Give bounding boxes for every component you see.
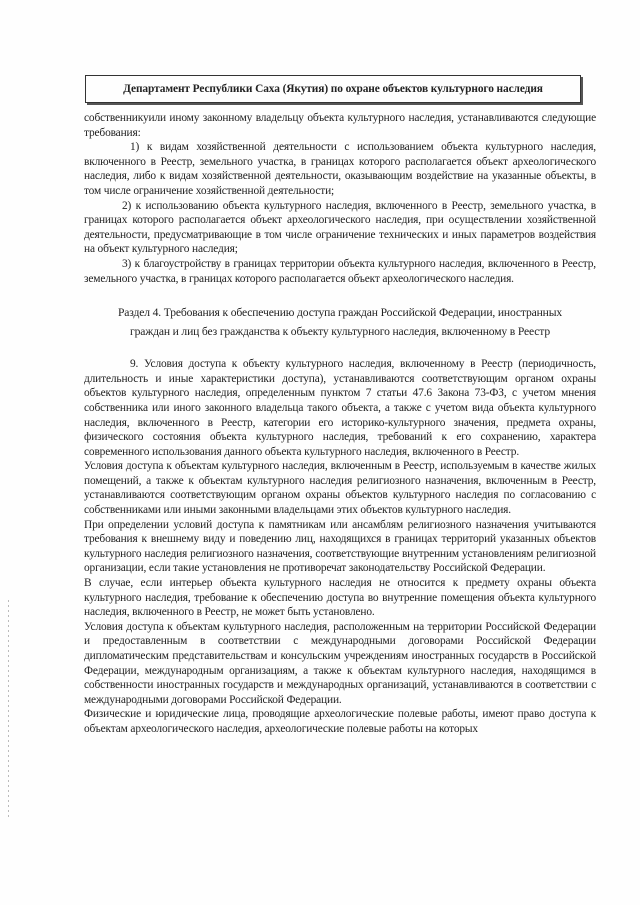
- requirement-3: 3) к благоустройству в границах территории объекта культурного наследия, включенного в Реестр, земельного участка, в границах которого располагается объект археологического наследия.: [84, 257, 596, 285]
- document-body: [84, 111, 596, 737]
- requirement-2: 2) к использованию объекта культурного наследия, включенного в Реестр, земельного участка, в границах которого располагается объект археологического наследия, при осуществлении хозяйственной деятельности, предусматривающие в том числе ограничение технических и иных параметров воздействия на объект культурного наследия;: [84, 199, 596, 256]
- paragraph-9: 9. Условия доступа к объекту культурного наследия, включенному в Реестр (периодичность, длительность и иные характеристики доступа), устанавливаются соответствующим органом охраны объектов культурного наследия, определенным пунктом 7 статьи 47.6 Закона 73-ФЗ, с учетом мнения собственника или иного законного владельца такого объекта, а также с учетом вида объекта культурного наследия, включенного в Реестр, категории его историко-культурного значения, предмета охраны, физического состояния объекта культурного наследия, требований к его сохранению, характера современного использования данного объекта культурного наследия, включенного в Реестр.: [84, 358, 596, 458]
- body-paragraph: Условия доступа к объектам культурного наследия, расположенным на территории Российской Федерации и предоставленным в соответствии с международными договорами Российской Федерации дипломатическим представительствам и консульским учреждениям иностранных государств в Российской Федерации, международным организациям, а также к объектам культурного наследия, находящимся в собственности иностранных государств и международных организаций, устанавливаются в соответствии с международными договорами Российской Федерации.: [84, 620, 596, 706]
- organization-name: Департамент Республики Саха (Якутия) по охране объектов культурного наследия: [123, 83, 543, 95]
- intro-paragraph: собственникуили иному законному владельцу объекта культурного наследия, устанавливаются следующие требования:: [84, 112, 596, 139]
- requirement-1: 1) к видам хозяйственной деятельности с использованием объекта культурного наследия, включенного в Реестр, земельного участка, в границах которого располагается объект археологического наследия, либо к видам хозяйственной деятельности, оказывающим воздействие на указанные объекты, в том числе ограничение хозяйственной деятельности;: [84, 141, 596, 197]
- header-box: [85, 75, 581, 103]
- section-title: Раздел 4. Требования к обеспечению доступа граждан Российской Федерации, иностранных граждан и лиц без гражданства к объекту культурного наследия, включенному в Реестр: [117, 306, 563, 339]
- body-paragraph: Условия доступа к объектам культурного наследия, включенным в Реестр, используемым в качестве жилых помещений, а также к объектам культурного наследия религиозного назначения, включенным в Реестр, устанавливаются соответствующим органом охраны объектов культурного наследия по согласованию с собственниками или иными законными владельцами этих объектов культурного наследия.: [84, 460, 596, 517]
- scan-margin-mark: [8, 600, 9, 820]
- body-paragraph: При определении условий доступа к памятникам или ансамблям религиозного назначения учитываются требования к внешнему виду и поведению лиц, находящихся в границах территорий указанных объектов культурного наследия религиозного назначения, соответствующие внутренним установлениям религиозной организации, если такие установления не противоречат законодательству Российской Федерации.: [84, 518, 596, 575]
- body-paragraph: В случае, если интерьер объекта культурного наследия не относится к предмету охраны объекта культурного наследия, требование к обеспечению доступа во внутренние помещения объекта культурного наследия, включенного в Реестр, не может быть установлено.: [84, 577, 596, 619]
- body-paragraph: Физические и юридические лица, проводящие археологические полевые работы, имеют право доступа к объектам археологического наследия, археологические полевые работы на которых: [84, 708, 596, 735]
